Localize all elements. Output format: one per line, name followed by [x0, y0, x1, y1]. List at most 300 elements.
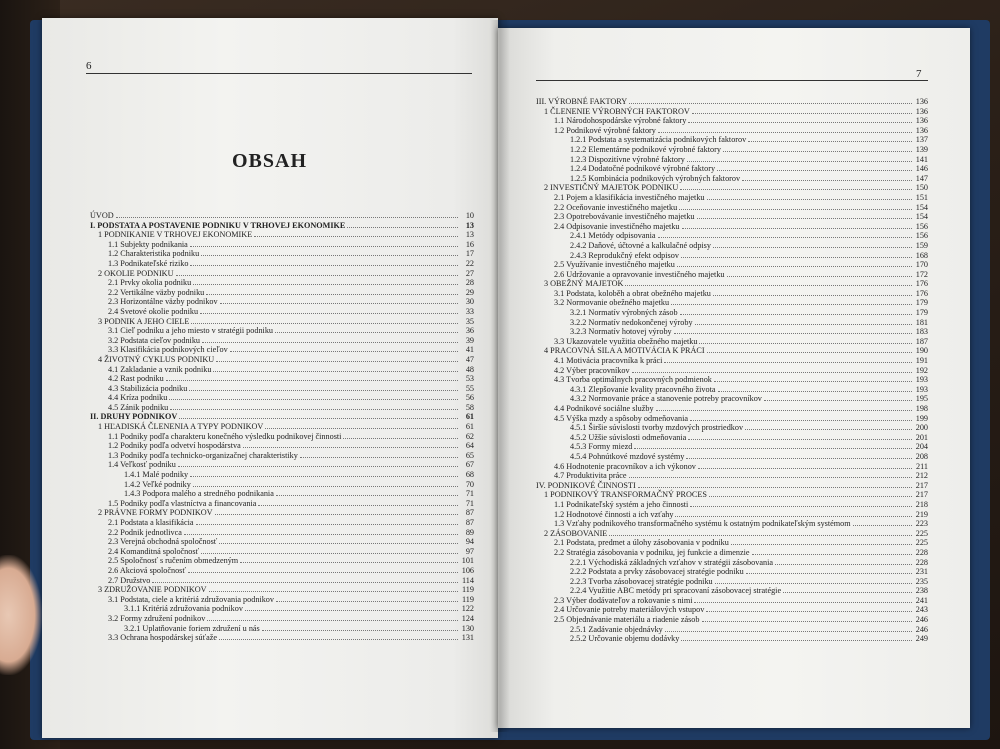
toc-entry-label: 3.1 Podstata, ciele a kritériá združovania podnikov	[108, 594, 274, 604]
toc-leader-dots	[634, 447, 912, 449]
toc-entry-page: 68	[465, 470, 474, 480]
toc-leader-dots	[230, 350, 458, 352]
toc-entry-page: 249	[915, 634, 928, 644]
toc-entry	[90, 317, 474, 327]
toc-leader-dots	[674, 332, 912, 334]
toc-entry-label: III. VÝROBNÉ FAKTORY	[536, 97, 628, 106]
toc-entry-page: 217	[915, 490, 928, 500]
toc-entry-page: 200	[915, 423, 928, 433]
toc-entry-label: 2.1 Pojem a klasifikácia investičného majetku	[554, 192, 705, 202]
toc-leader-dots	[638, 486, 912, 488]
toc-leader-dots	[265, 427, 458, 429]
toc-entry	[536, 308, 928, 318]
toc-entry-label: 2.3 Opotrebovávanie investičného majetku	[554, 212, 695, 222]
toc-entry-page: 28	[465, 278, 474, 288]
toc-leader-dots	[209, 590, 458, 592]
toc-entry	[90, 355, 474, 365]
toc-leader-dots	[658, 236, 912, 238]
toc-entry	[536, 558, 928, 568]
toc-leader-dots	[275, 331, 458, 333]
toc-entry-label: 1.4 Veľkosť podniku	[108, 460, 176, 470]
toc-entry	[536, 193, 928, 203]
toc-entry-label: 4.5.4 Pohnútkové mzdové systémy	[570, 451, 685, 461]
toc-entry	[536, 394, 928, 404]
toc-entry-label: 4.3.1 Zlepšovanie kvality pracovného života	[570, 384, 716, 394]
toc-entry	[90, 259, 474, 269]
toc-entry	[536, 634, 928, 644]
toc-entry-page: 191	[915, 356, 928, 366]
toc-entry	[90, 365, 474, 375]
toc-entry-label: 1 HĽADISKÁ ČLENENIA A TYPY PODNIKOV	[98, 422, 264, 432]
toc-leader-dots	[752, 553, 912, 555]
toc-entry-page: 212	[915, 471, 928, 481]
toc-entry	[536, 222, 928, 232]
left-page	[42, 18, 498, 738]
toc-entry-label: 1.4.3 Podpora malého a stredného podnikania	[124, 489, 274, 499]
toc-leader-dots	[202, 341, 458, 343]
toc-entry-label: 4.1 Motivácia pracovníka k práci	[554, 356, 663, 366]
toc-leader-dots	[629, 102, 912, 104]
toc-leader-dots	[746, 572, 912, 574]
toc-entry-label: 1.2.5 Kombinácia podnikových výrobných faktorov	[570, 173, 741, 183]
toc-entry-label: 2.1 Podstata a klasifikácia	[108, 518, 194, 527]
toc-entry-page: 62	[465, 431, 474, 441]
toc-entry-page: 56	[465, 393, 474, 403]
toc-entry-label: 4.4 Podnikové sociálne služby	[554, 404, 654, 413]
toc-entry-page: 10	[465, 211, 474, 220]
toc-entry	[90, 403, 474, 413]
toc-entry	[90, 221, 474, 231]
toc-entry-page: 146	[915, 164, 928, 174]
toc-entry	[536, 414, 928, 424]
toc-entry-page: 201	[915, 432, 928, 442]
toc-entry-label: 1 PODNIKOVÝ TRANSFORMAČNÝ PROCES	[544, 490, 707, 500]
toc-entry	[90, 412, 474, 422]
toc-leader-dots	[681, 256, 912, 258]
toc-entry-label: 3.1 Podstata, koloběh a obrat obežného majetku	[554, 288, 711, 298]
toc-entry-label: 2.3 Verejná obchodná spoločnosť	[108, 537, 218, 547]
toc-leader-dots	[707, 351, 912, 353]
toc-entry-page: 225	[915, 528, 928, 538]
toc-entry	[90, 374, 474, 384]
toc-entry	[536, 298, 928, 308]
toc-entry	[90, 211, 474, 221]
toc-entry-label: 3.2.2 Normatív nedokončenej výroby	[570, 317, 693, 327]
toc-entry-label: 2.2 Stratégia zásobovania v podniku, jej funkcie a dimenzie	[554, 547, 750, 557]
toc-entry-page: 156	[915, 221, 928, 231]
toc-list-left	[90, 211, 474, 643]
toc-leader-dots	[629, 476, 912, 478]
toc-entry-page: 181	[915, 317, 928, 327]
toc-leader-dots	[664, 361, 912, 363]
toc-entry-label: IV. PODNIKOVÉ ČINNOSTI	[536, 480, 636, 490]
toc-leader-dots	[742, 179, 912, 181]
toc-entry-label: 2.6 Udržovanie a opravovanie investičného majetku	[554, 269, 725, 279]
toc-leader-dots	[694, 601, 912, 603]
toc-entry-label: 2.2.3 Tvorba zásobovacej stratégie podniku	[570, 576, 713, 586]
toc-entry-label: 1 PODNIKANIE V TRHOVEJ EKONOMIKE	[98, 230, 253, 240]
toc-entry-label: ÚVOD	[90, 211, 114, 220]
toc-entry-label: 2.2.1 Východiská základných vzťahov v stratégii zásobovania	[570, 557, 773, 567]
toc-entry-page: 119	[462, 594, 474, 604]
toc-entry-label: 2.4.2 Daňové, účtovné a kalkulačné odpisy	[570, 240, 711, 250]
toc-leader-dots	[347, 226, 458, 228]
toc-entry	[90, 537, 474, 547]
toc-entry-page: 94	[465, 537, 474, 547]
toc-entry-label: 2.4.3 Reprodukčný efekt odpisov	[570, 250, 679, 260]
toc-entry	[536, 164, 928, 174]
toc-entry	[90, 230, 474, 240]
toc-entry-page: 124	[461, 613, 474, 623]
toc-entry-page: 67	[465, 460, 474, 470]
toc-entry	[90, 336, 474, 346]
toc-leader-dots	[190, 475, 458, 477]
toc-entry-page: 199	[915, 413, 928, 423]
toc-entry-page: 208	[915, 451, 928, 461]
toc-leader-dots	[240, 561, 458, 563]
toc-leader-dots	[190, 264, 458, 266]
toc-leader-dots	[179, 417, 458, 419]
toc-entry-page: 176	[915, 279, 928, 289]
toc-entry-page: 190	[915, 346, 928, 356]
toc-entry	[536, 279, 928, 289]
toc-entry	[536, 548, 928, 558]
toc-leader-dots	[243, 446, 458, 448]
toc-entry	[90, 240, 474, 250]
toc-entry-label: 3 ZDRUŽOVANIE PODNIKOV	[98, 585, 207, 595]
toc-leader-dots	[188, 571, 458, 573]
toc-leader-dots	[764, 399, 912, 401]
toc-entry	[90, 585, 474, 595]
toc-entry	[536, 116, 928, 126]
right-page	[498, 28, 970, 728]
toc-entry	[536, 270, 928, 280]
toc-entry-page: 64	[465, 441, 474, 451]
toc-entry	[536, 423, 928, 433]
toc-entry	[536, 605, 928, 615]
toc-entry	[536, 577, 928, 587]
toc-leader-dots	[783, 591, 912, 593]
toc-leader-dots	[200, 312, 458, 314]
toc-entry	[90, 595, 474, 605]
toc-leader-dots	[189, 389, 458, 391]
toc-entry-label: 1.2.4 Dodatočné podnikové výrobné faktory	[570, 164, 716, 174]
toc-entry-label: 4 ŽIVOTNÝ CYKLUS PODNIKU	[98, 354, 215, 364]
toc-leader-dots	[682, 227, 912, 229]
toc-entry-page: 204	[915, 442, 928, 452]
toc-entry-label: 1.2 Charakteristika podniku	[108, 249, 200, 259]
toc-entry	[90, 576, 474, 586]
toc-entry-page: 36	[465, 326, 474, 336]
toc-entry-label: 2.1 Podstata, predmet a úlohy zásobovania v podniku	[554, 538, 729, 548]
toc-leader-dots	[276, 600, 458, 602]
book-spine	[490, 20, 510, 732]
toc-entry	[90, 288, 474, 298]
toc-entry	[536, 289, 928, 299]
toc-entry-label: 3.3 Ukazovatele využitia obežného majetku	[554, 336, 698, 346]
toc-leader-dots	[702, 620, 913, 622]
toc-entry-page: 13	[465, 220, 474, 230]
toc-entry-label: 2 OKOLIE PODNIKU	[98, 268, 174, 278]
toc-entry	[90, 480, 474, 490]
toc-leader-dots	[713, 246, 912, 248]
toc-leader-dots	[679, 208, 912, 210]
toc-entry	[90, 518, 474, 528]
toc-entry-page: 61	[465, 422, 474, 432]
toc-entry-label: 1.1 Národohospodárske výrobné faktory	[554, 116, 687, 126]
toc-entry-page: 168	[915, 250, 928, 260]
toc-entry-label: 3.3 Ochrana hospodárskej súťaže	[108, 633, 217, 643]
toc-entry-page: 53	[465, 374, 474, 384]
toc-entry	[90, 614, 474, 624]
toc-entry	[536, 519, 928, 529]
toc-entry-page: 122	[461, 604, 474, 614]
toc-entry-page: 119	[462, 585, 474, 595]
toc-leader-dots	[697, 217, 912, 219]
toc-entry-page: 13	[465, 230, 474, 240]
toc-entry-label: 3.2.1 Normatív výrobných zásob	[570, 308, 678, 318]
toc-entry	[536, 529, 928, 539]
page-title: OBSAH	[232, 150, 308, 172]
toc-leader-dots	[206, 293, 458, 295]
toc-entry	[90, 508, 474, 518]
toc-leader-dots	[690, 419, 912, 421]
toc-entry-page: 211	[916, 461, 928, 471]
toc-entry	[536, 481, 928, 491]
toc-entry-page: 87	[465, 508, 474, 518]
toc-leader-dots	[166, 379, 458, 381]
toc-leader-dots	[176, 274, 459, 276]
toc-entry	[536, 337, 928, 347]
toc-leader-dots	[300, 456, 458, 458]
toc-entry-page: 147	[915, 173, 928, 183]
toc-entry-page: 30	[465, 297, 474, 307]
toc-entry	[536, 442, 928, 452]
toc-leader-dots	[216, 360, 458, 362]
toc-entry-page: 154	[915, 212, 928, 222]
toc-entry-label: 2.6 Akciová spoločnosť	[108, 565, 186, 575]
toc-entry-label: 3.2.1 Uplatňovanie foriem združení u nás	[124, 623, 260, 633]
toc-entry	[536, 145, 928, 155]
toc-entry-label: 1.4.2 Veľké podniky	[124, 479, 191, 489]
toc-entry	[90, 547, 474, 557]
toc-leader-dots	[609, 534, 912, 536]
toc-entry-page: 179	[915, 298, 928, 308]
toc-leader-dots	[219, 542, 458, 544]
toc-entry-label: 1.1 Podnikateľský systém a jeho činnosti	[554, 499, 689, 509]
toc-entry-label: 2.2 Oceňovanie investičného majetku	[554, 202, 678, 212]
toc-leader-dots	[184, 533, 458, 535]
toc-entry	[536, 346, 928, 356]
toc-entry-page: 150	[915, 183, 928, 193]
toc-entry-page: 172	[915, 269, 928, 279]
toc-entry-label: 1.3 Podniky podľa technicko-organizačnej charakteristiky	[108, 450, 298, 460]
toc-entry	[536, 356, 928, 366]
toc-leader-dots	[258, 504, 458, 506]
toc-entry-label: 1.5 Podniky podľa vlastníctva a financovania	[108, 498, 257, 508]
toc-leader-dots	[731, 543, 912, 545]
toc-entry	[536, 212, 928, 222]
toc-entry-label: 2.5 Spoločnosť s ručením obmedzeným	[108, 556, 239, 566]
header-rule-right	[536, 80, 928, 81]
toc-entry-page: 187	[915, 336, 928, 346]
toc-entry-page: 159	[915, 240, 928, 250]
toc-entry-label: 2.4 Odpisovanie investičného majetku	[554, 221, 680, 231]
toc-entry-label: 2.4 Svetové okolie podniku	[108, 306, 199, 316]
toc-entry	[90, 460, 474, 470]
toc-leader-dots	[169, 398, 458, 400]
toc-list-right	[536, 97, 928, 644]
toc-entry-label: 2.3 Výber dodávateľov a rokovanie s nimi	[554, 595, 693, 605]
toc-entry-label: 3 PODNIK A JEHO CIELE	[98, 316, 190, 326]
toc-entry-page: 170	[915, 260, 928, 270]
toc-entry-label: 1.4.1 Malé podniky	[124, 470, 189, 480]
toc-entry-page: 48	[465, 364, 474, 374]
toc-entry-page: 246	[915, 624, 928, 634]
toc-leader-dots	[699, 342, 912, 344]
toc-entry-label: 4 PRACOVNÁ SILA A MOTIVÁCIA K PRÁCI	[544, 346, 705, 356]
toc-entry	[90, 432, 474, 442]
toc-leader-dots	[675, 515, 912, 517]
toc-entry-page: 183	[915, 327, 928, 337]
toc-entry	[536, 567, 928, 577]
toc-entry-page: 136	[915, 106, 928, 116]
toc-entry-page: 223	[915, 519, 928, 529]
toc-entry	[536, 433, 928, 443]
toc-entry	[90, 489, 474, 499]
toc-entry-page: 225	[915, 538, 928, 548]
toc-entry-label: 4.3 Stabilizácia podniku	[108, 383, 188, 393]
toc-entry	[90, 269, 474, 279]
toc-entry	[90, 422, 474, 432]
toc-leader-dots	[191, 322, 458, 324]
toc-entry-page: 114	[462, 575, 474, 585]
toc-entry-page: 193	[915, 384, 928, 394]
toc-entry-label: 2.3 Horizontálne väzby podnikov	[108, 297, 218, 307]
toc-entry-page: 156	[915, 231, 928, 241]
toc-entry	[536, 327, 928, 337]
toc-leader-dots	[686, 457, 912, 459]
toc-entry-label: 4.4 Kríza podniku	[108, 393, 168, 403]
toc-entry	[90, 624, 474, 634]
toc-leader-dots	[656, 409, 912, 411]
toc-entry-page: 136	[915, 116, 928, 126]
toc-entry-label: 2.5.1 Zadávanie objednávky	[570, 624, 663, 634]
toc-entry-label: 4.6 Hodnotenie pracovníkov a ich výkonov	[554, 461, 696, 471]
toc-entry-label: 1.2.1 Podstata a systematizácia podnikových faktorov	[570, 135, 747, 145]
toc-entry	[90, 297, 474, 307]
toc-entry-label: 2.1 Prvky okolia podniku	[108, 278, 192, 288]
page-number-right: 7	[916, 68, 922, 80]
toc-entry-page: 192	[915, 365, 928, 375]
toc-leader-dots	[625, 284, 912, 286]
toc-entry-label: 3.2 Formy združení podnikov	[108, 613, 206, 623]
toc-entry-label: 4.3.2 Normovanie práce a stanovenie potreby pracovníkov	[570, 394, 762, 404]
toc-entry-label: 4.1 Zakladanie a vznik podniku	[108, 364, 212, 374]
toc-leader-dots	[665, 630, 912, 632]
toc-entry-page: 101	[461, 556, 474, 566]
toc-leader-dots	[717, 169, 912, 171]
toc-entry-label: 2.4.1 Metódy odpisovania	[570, 231, 656, 241]
toc-entry-label: 4.5 Výška mzdy a spôsoby odmeňovania	[554, 413, 689, 423]
toc-leader-dots	[680, 313, 912, 315]
toc-entry-label: 1.2.3 Dispozitívne výrobné faktory	[570, 154, 685, 164]
toc-entry-page: 198	[915, 404, 928, 413]
toc-entry-page: 17	[465, 249, 474, 259]
toc-entry	[536, 375, 928, 385]
toc-entry-label: 4.5.3 Formy miezd	[570, 442, 633, 452]
toc-leader-dots	[245, 609, 458, 611]
toc-entry-page: 137	[915, 135, 928, 145]
toc-leader-dots	[193, 283, 458, 285]
toc-entry-page: 27	[465, 268, 474, 278]
toc-entry	[536, 586, 928, 596]
toc-leader-dots	[688, 438, 912, 440]
toc-leader-dots	[276, 494, 458, 496]
toc-leader-dots	[254, 235, 458, 237]
toc-leader-dots	[170, 408, 458, 410]
toc-entry-label: 3.2.3 Normatív hotovej výroby	[570, 327, 672, 337]
toc-leader-dots	[745, 428, 912, 430]
toc-entry	[90, 393, 474, 403]
toc-entry	[536, 126, 928, 136]
toc-leader-dots	[201, 254, 458, 256]
toc-entry	[90, 249, 474, 259]
toc-leader-dots	[715, 582, 912, 584]
toc-entry-page: 141	[915, 154, 928, 164]
toc-leader-dots	[687, 160, 912, 162]
toc-entry-label: 4.3 Tvorba optimálnych pracovných podmienok	[554, 375, 712, 385]
toc-entry-label: 1.2 Podnikové výrobné faktory	[554, 125, 656, 135]
toc-entry	[536, 625, 928, 635]
toc-entry	[536, 490, 928, 500]
toc-entry-page: 139	[915, 144, 928, 154]
toc-leader-dots	[713, 294, 912, 296]
toc-entry	[90, 345, 474, 355]
toc-entry-page: 218	[915, 499, 928, 509]
toc-entry-label: 1.2.2 Elementárne podnikové výrobné faktory	[570, 144, 721, 154]
toc-leader-dots	[220, 302, 458, 304]
toc-entry-page: 238	[915, 586, 928, 596]
toc-entry-page: 61	[465, 412, 474, 422]
toc-entry-page: 47	[465, 354, 474, 364]
toc-entry-page: 70	[465, 479, 474, 489]
toc-entry-page: 58	[465, 402, 474, 412]
toc-entry	[90, 556, 474, 566]
toc-leader-dots	[190, 245, 458, 247]
toc-entry-label: 1.1 Subjekty podnikania	[108, 239, 188, 249]
toc-entry-label: 1.2 Hodnotové činnosti a ich vzťahy	[554, 509, 674, 519]
toc-entry-page: 219	[915, 509, 928, 519]
toc-entry-page: 130	[461, 623, 474, 633]
toc-entry-label: 2.4 Určovanie potreby materiálových vstupov	[554, 605, 705, 615]
toc-entry-page: 33	[465, 306, 474, 316]
toc-entry-label: 4.5 Zánik podniku	[108, 402, 169, 412]
toc-entry-label: 1.2 Podniky podľa odvetví hospodárstva	[108, 441, 241, 451]
toc-entry-label: I. PODSTATA A POSTAVENIE PODNIKU V TRHOVEJ EKONOMIKE	[90, 220, 346, 230]
toc-entry-page: 41	[465, 345, 474, 355]
toc-entry-page: 65	[465, 450, 474, 460]
toc-entry	[90, 307, 474, 317]
toc-entry-page: 151	[915, 192, 928, 202]
toc-entry	[90, 633, 474, 643]
toc-entry-page: 35	[465, 316, 474, 326]
toc-entry	[90, 499, 474, 509]
toc-entry-page: 235	[915, 576, 928, 586]
toc-leader-dots	[727, 275, 912, 277]
toc-leader-dots	[219, 638, 458, 640]
toc-entry	[90, 470, 474, 480]
